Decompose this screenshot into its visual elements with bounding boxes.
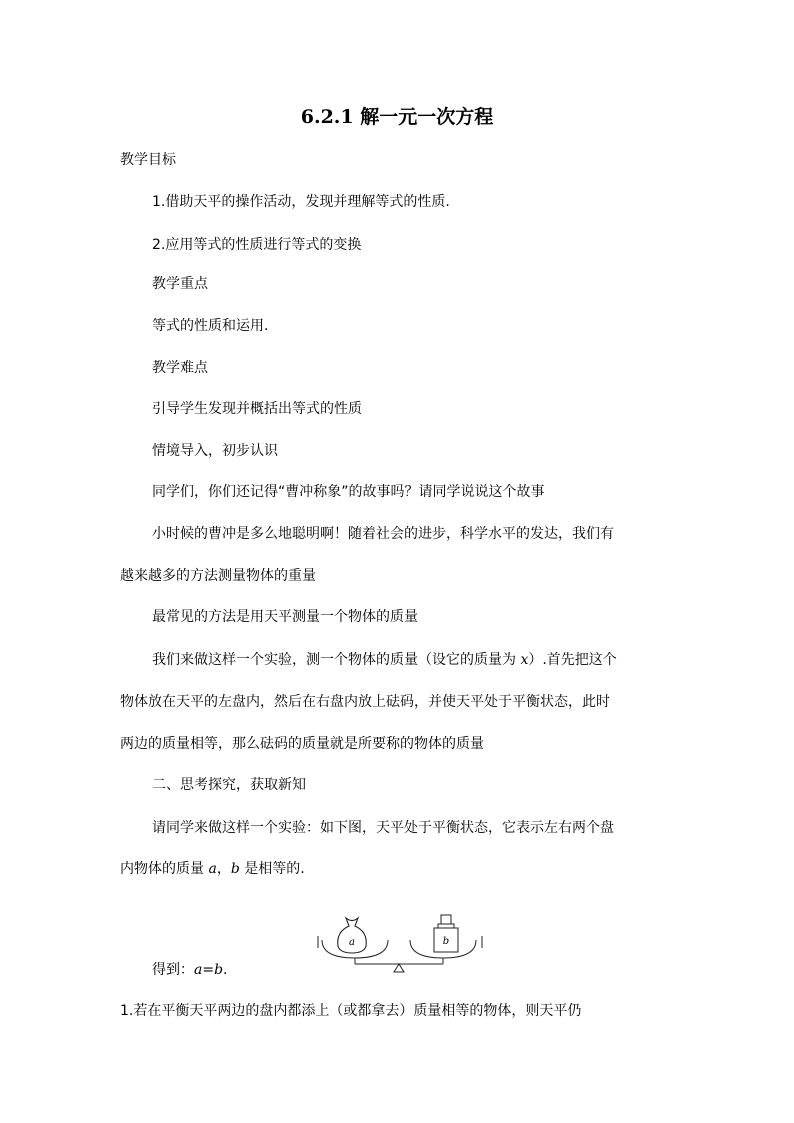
paragraph-4-line-1: 我们来做这样一个实验，测一个物体的质量（设它的质量为 x）.首先把这个 — [152, 652, 617, 668]
goal-1: 1.借助天平的操作活动，发现并理解等式的性质. — [152, 194, 450, 210]
balance-scale-figure — [310, 906, 495, 978]
variable-b: b — [230, 861, 240, 877]
label-b: b — [442, 936, 450, 947]
result-label: 得到： — [152, 962, 194, 978]
variable-a: a — [208, 861, 217, 877]
paragraph-1: 同学们，你们还记得“曹冲称象”的故事吗？请同学说说这个故事 — [152, 484, 545, 500]
paragraph-4-line-2: 物体放在天平的左盘内，然后在右盘内放上砝码，并使天平处于平衡状态，此时 — [120, 694, 610, 710]
paragraph-4-line-3: 两边的质量相等，那么砝码的质量就是所要称的物体的质量 — [120, 736, 484, 752]
paragraph-2-line-1: 小时候的曹冲是多么地聪明啊！随着社会的进步，科学水平的发达，我们有 — [152, 526, 614, 542]
goal-2: 2.应用等式的性质进行等式的变换 — [152, 237, 362, 253]
paragraph-5-line-2: 内物体的质量 a，b 是相等的. — [120, 861, 305, 877]
result-equation: a=b. — [194, 962, 228, 978]
fulcrum — [394, 964, 404, 972]
rule-1: 1.若在平衡天平两边的盘内都添上（或都拿去）质量相等的物体，则天平仍 — [120, 1003, 582, 1019]
section-2-heading: 二、思考探究，获取新知 — [152, 777, 306, 793]
heading-teaching-goals: 教学目标 — [120, 152, 176, 168]
paragraph-5-line-1: 请同学来做这样一个实验：如下图，天平处于平衡状态，它表示左右两个盘 — [152, 820, 614, 836]
cylinder-weight-b — [434, 915, 458, 952]
label-a: a — [349, 937, 355, 948]
heading-key-point: 教学重点 — [152, 276, 208, 292]
bag-weight-a — [338, 918, 367, 953]
result-line — [152, 960, 228, 980]
paragraph-3: 最常见的方法是用天平测量一个物体的质量 — [152, 609, 418, 625]
difficulty: 引导学生发现并概括出等式的性质 — [152, 401, 362, 417]
section-1-heading: 情境导入，初步认识 — [152, 443, 278, 459]
key-point: 等式的性质和运用. — [152, 318, 269, 334]
heading-difficulty: 教学难点 — [152, 360, 208, 376]
variable-x: x — [520, 652, 529, 668]
document-title: 6.2.1 解一元一次方程 — [300, 106, 494, 128]
paragraph-2-line-2: 越来越多的方法测量物体的重量 — [120, 568, 316, 584]
